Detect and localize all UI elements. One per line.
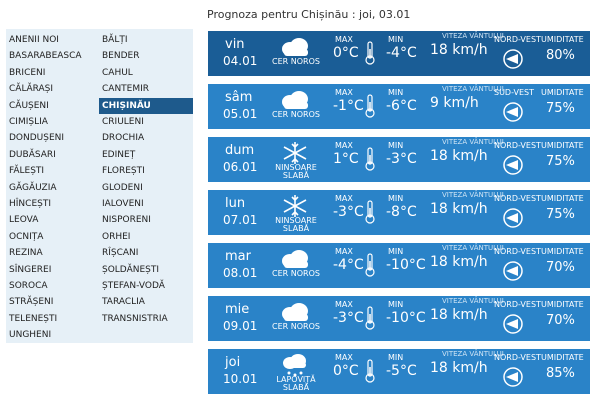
- max-label: MAX: [335, 141, 353, 150]
- day-name: mar: [225, 249, 251, 264]
- humidity-value: 75%: [546, 154, 575, 169]
- thermometer-icon: [365, 41, 375, 65]
- city-link[interactable]: TRANSNISTRIA: [102, 313, 168, 324]
- city-link[interactable]: ORHEI: [102, 231, 131, 242]
- city-link[interactable]: ȘTEFAN-VODĂ: [102, 281, 165, 291]
- min-temp: -5°C: [386, 363, 417, 379]
- min-temp: -10°C: [386, 257, 426, 273]
- day-date: 05.01: [223, 107, 258, 121]
- wind-direction: NORD-VEST: [494, 194, 541, 203]
- humidity-value: 75%: [546, 207, 575, 222]
- max-temp: 1°C: [333, 151, 359, 167]
- cloud-icon: [278, 247, 312, 271]
- min-label: MIN: [388, 35, 404, 44]
- city-link[interactable]: SOROCA: [9, 281, 48, 291]
- city-link[interactable]: GĂGĂUZIA: [9, 182, 57, 193]
- thermometer-icon: [365, 253, 375, 277]
- city-link[interactable]: CRIULENI: [102, 117, 144, 127]
- forecast-day: [208, 296, 590, 341]
- day-name: dum: [225, 143, 255, 158]
- weather-description: CER NOROS: [272, 57, 320, 66]
- city-link[interactable]: CAHUL: [102, 67, 133, 78]
- page-title: Prognoza pentru Chișinău : joi, 03.01: [207, 8, 411, 21]
- weather-description: CER NOROS: [272, 269, 320, 278]
- weather-description: LAPOVIȚĂ SLABĂ: [276, 375, 316, 392]
- max-temp: -4°C: [333, 257, 364, 273]
- wind-compass-icon: [502, 260, 524, 282]
- wind-label: VITEZA VÂNTULUI: [442, 297, 504, 305]
- wind-label: VITEZA VÂNTULUI: [442, 244, 504, 252]
- weather-description: CER NOROS: [272, 110, 320, 119]
- humidity-label: UMIDITATE: [541, 300, 584, 309]
- humidity-label: UMIDITATE: [541, 194, 584, 203]
- city-link[interactable]: BRICENI: [9, 67, 46, 78]
- sleet-icon: [278, 353, 312, 377]
- humidity-label: UMIDITATE: [541, 88, 584, 97]
- cloud-icon: [278, 35, 312, 59]
- day-date: 04.01: [223, 54, 258, 68]
- city-link[interactable]: CĂUȘENI: [9, 100, 49, 111]
- wind-direction: NORD-VEST: [494, 300, 541, 309]
- day-date: 08.01: [223, 266, 258, 280]
- thermometer-icon: [365, 200, 375, 224]
- day-name: sâm: [225, 90, 253, 105]
- weather-description: NINSOARE SLABĂ: [275, 216, 317, 233]
- city-link[interactable]: DONDUȘENI: [9, 133, 65, 144]
- max-label: MAX: [335, 88, 353, 97]
- city-link[interactable]: EDINEȚ: [102, 149, 136, 160]
- thermometer-icon: [365, 359, 375, 383]
- wind-compass-icon: [502, 313, 524, 335]
- thermometer-icon: [365, 94, 375, 118]
- wind-speed: 18 km/h: [430, 254, 488, 270]
- city-link[interactable]: TARACLIA: [102, 297, 145, 308]
- day-name: vin: [225, 37, 245, 52]
- snowflake-icon: [278, 194, 312, 218]
- forecast-day: [208, 243, 590, 288]
- city-link[interactable]: DUBĂSARI: [9, 149, 56, 160]
- wind-label: VITEZA VÂNTULUI: [442, 85, 504, 93]
- city-link[interactable]: STRĂȘENI: [9, 297, 54, 308]
- humidity-value: 85%: [546, 366, 575, 381]
- city-link[interactable]: RÎȘCANI: [102, 248, 139, 259]
- city-link[interactable]: UNGHENI: [9, 330, 52, 341]
- max-temp: -3°C: [333, 204, 364, 220]
- city-link[interactable]: HÎNCEȘTI: [9, 199, 51, 209]
- city-link[interactable]: CĂLĂRAȘI: [9, 84, 54, 95]
- max-label: MAX: [335, 35, 353, 44]
- wind-speed: 9 km/h: [430, 95, 479, 111]
- wind-speed: 18 km/h: [430, 148, 488, 164]
- min-label: MIN: [388, 141, 404, 150]
- min-label: MIN: [388, 353, 404, 362]
- forecast-day: [208, 31, 590, 76]
- humidity-value: 75%: [546, 101, 575, 116]
- forecast-day: [208, 190, 590, 235]
- wind-direction: NORD-VEST: [494, 141, 541, 150]
- city-link[interactable]: BĂLȚI: [102, 35, 128, 45]
- cloud-icon: [278, 300, 312, 324]
- snowflake-icon: [278, 141, 312, 165]
- min-label: MIN: [388, 194, 404, 203]
- humidity-label: UMIDITATE: [541, 353, 584, 362]
- city-list: [6, 29, 193, 343]
- wind-speed: 18 km/h: [430, 201, 488, 217]
- city-link[interactable]: CHIȘINĂU: [99, 98, 193, 114]
- weather-description: CER NOROS: [272, 322, 320, 331]
- city-link[interactable]: TELENEȘTI: [9, 313, 58, 324]
- wind-compass-icon: [502, 48, 524, 70]
- humidity-value: 80%: [546, 48, 575, 63]
- day-name: mie: [225, 302, 250, 317]
- city-link[interactable]: CANTEMIR: [102, 84, 150, 95]
- day-date: 07.01: [223, 213, 258, 227]
- wind-speed: 18 km/h: [430, 360, 488, 376]
- humidity-label: UMIDITATE: [541, 141, 584, 150]
- city-link[interactable]: FLOREȘTI: [102, 166, 145, 177]
- wind-compass-icon: [502, 366, 524, 388]
- wind-compass-icon: [502, 207, 524, 229]
- city-link[interactable]: FĂLEȘTI: [9, 166, 45, 177]
- day-date: 10.01: [223, 372, 258, 386]
- wind-direction: NORD-VEST: [494, 35, 541, 44]
- min-temp: -4°C: [386, 45, 417, 61]
- min-temp: -8°C: [386, 204, 417, 220]
- humidity-value: 70%: [546, 313, 575, 328]
- city-link[interactable]: BASARABEASCA: [9, 51, 82, 62]
- city-link[interactable]: SÎNGEREI: [9, 264, 52, 275]
- max-temp: 0°C: [333, 363, 359, 379]
- wind-compass-icon: [502, 101, 524, 123]
- max-temp: 0°C: [333, 45, 359, 61]
- thermometer-icon: [365, 147, 375, 171]
- max-label: MAX: [335, 247, 353, 256]
- forecast-day: [208, 349, 590, 394]
- city-link[interactable]: DROCHIA: [102, 133, 145, 144]
- day-date: 09.01: [223, 319, 258, 333]
- max-temp: -1°C: [333, 98, 364, 114]
- wind-compass-icon: [502, 154, 524, 176]
- min-temp: -6°C: [386, 98, 417, 114]
- wind-speed: 18 km/h: [430, 307, 488, 323]
- cloud-icon: [278, 88, 312, 112]
- weather-description: NINSOARE SLABĂ: [275, 163, 317, 180]
- city-link[interactable]: ȘOLDĂNEȘTI: [102, 264, 160, 275]
- forecast-day: [208, 137, 590, 182]
- max-label: MAX: [335, 300, 353, 309]
- city-link[interactable]: ANENII NOI: [9, 35, 59, 45]
- min-temp: -10°C: [386, 310, 426, 326]
- thermometer-icon: [365, 306, 375, 330]
- wind-label: VITEZA VÂNTULUI: [442, 32, 504, 40]
- wind-label: VITEZA VÂNTULUI: [442, 191, 504, 199]
- wind-direction: NORD-VEST: [494, 353, 541, 362]
- wind-direction: SUD-VEST: [494, 88, 535, 97]
- humidity-value: 70%: [546, 260, 575, 275]
- max-label: MAX: [335, 353, 353, 362]
- city-link[interactable]: OCNIȚA: [9, 231, 44, 242]
- day-date: 06.01: [223, 160, 258, 174]
- max-label: MAX: [335, 194, 353, 203]
- humidity-label: UMIDITATE: [541, 247, 584, 256]
- day-name: lun: [225, 196, 246, 211]
- wind-label: VITEZA VÂNTULUI: [442, 350, 504, 358]
- min-label: MIN: [388, 247, 404, 256]
- city-link[interactable]: IALOVENI: [102, 199, 144, 209]
- city-link[interactable]: LEOVA: [9, 215, 39, 226]
- city-link[interactable]: GLODENI: [102, 182, 143, 193]
- min-label: MIN: [388, 88, 404, 97]
- wind-speed: 18 km/h: [430, 42, 488, 58]
- city-link[interactable]: CIMIȘLIA: [9, 117, 48, 127]
- city-link[interactable]: BENDER: [102, 51, 140, 62]
- day-name: joi: [225, 355, 241, 370]
- wind-label: VITEZA VÂNTULUI: [442, 138, 504, 146]
- city-link[interactable]: NISPORENI: [102, 215, 151, 226]
- min-label: MIN: [388, 300, 404, 309]
- max-temp: -3°C: [333, 310, 364, 326]
- min-temp: -3°C: [386, 151, 417, 167]
- forecast-day: [208, 84, 590, 129]
- humidity-label: UMIDITATE: [541, 35, 584, 44]
- wind-direction: NORD-VEST: [494, 247, 541, 256]
- city-link[interactable]: REZINA: [9, 248, 43, 259]
